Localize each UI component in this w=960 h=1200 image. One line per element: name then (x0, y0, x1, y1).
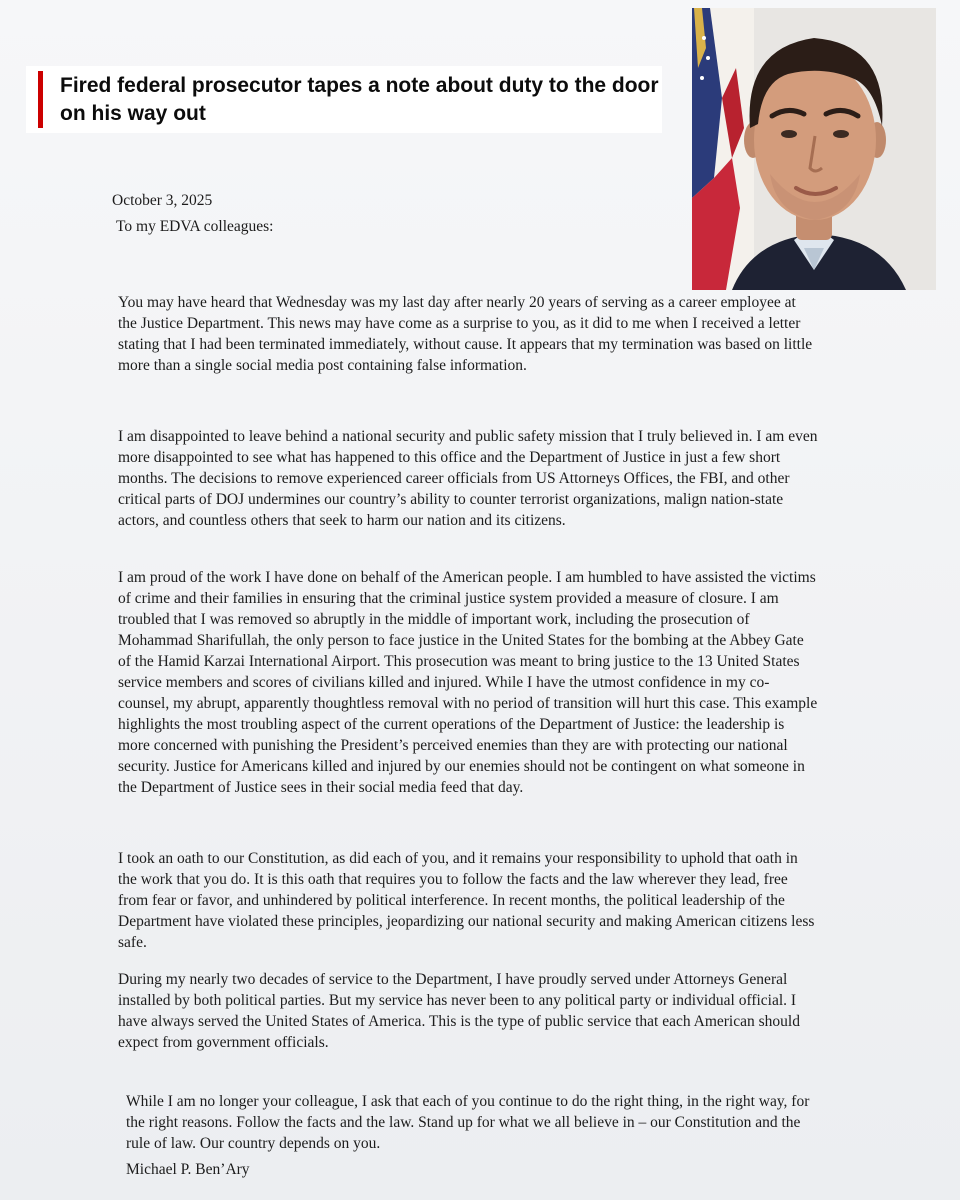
letter-paragraph: I am disappointed to leave behind a national security and public safety mission that I truly believed in. I am even more disappointed to see what has happened to this office and the Department of Justice in just a few short months. The decisions to remove experienced career officials from US Attorneys Offices, the FBI, and other critical parts of DOJ undermines our country’s ability to counter terrorist organizations, malign nation-state actors, and countless others that seek to harm our nation and its citizens. (118, 428, 818, 529)
flag-graphic (692, 8, 754, 290)
letter-greeting: To my EDVA colleagues: (116, 218, 274, 235)
letter-paragraph: You may have heard that Wednesday was my last day after nearly 20 years of serving as a career employee at the Justice Department. This news may have come as a surprise to you, as it did to me when I received a letter stating that I had been terminated immediately, without cause. It appears that my termination was based on little more than a single social media post containing false information. (118, 294, 813, 374)
portrait-photo (692, 8, 936, 290)
headline-accent-bar (38, 71, 43, 128)
letter-paragraph: I am proud of the work I have done on behalf of the American people. I am humbled to have assisted the victims of crime and their families in ensuring that the criminal justice system provided a measure of closure. I am troubled that I was removed so abruptly in the middle of important work, including the prosecution of Mohammad Sharifullah, the only person to face justice in the United States for the bombing at the Abbey Gate of the Hamid Karzai International Airport. This prosecution was meant to bring justice to the 13 United States service members and scores of civilians killed and injured. While I have the utmost confidence in my co-counsel, my abrupt, apparently thoughtless removal with no period of transition will hurt this case. This example highlights the most troubling aspect of the current operations of the Department of Justice: the leadership is more concerned with punishing the President’s perceived enemies than they are with protecting our national security. Justice for Americans killed and injured by our enemies should not be contingent on what someone in the Department of Justice sees in their social media feed that day. (118, 569, 818, 796)
letter-date: October 3, 2025 (112, 192, 213, 209)
letter-signature: Michael P. Ben’Ary (126, 1161, 250, 1178)
letter-paragraph: While I am no longer your colleague, I ask that each of you continue to do the right thing, in the right way, for the right reasons. Follow the facts and the law. Stand up for what we all believe in – our Constitution and the rule of law. Our country depends on you. (126, 1093, 810, 1152)
headline: Fired federal prosecutor tapes a note about duty to the door on his way out (60, 74, 659, 125)
portrait-photo-icon (692, 8, 936, 290)
letter-paragraph: During my nearly two decades of service to the Department, I have proudly served under Attorneys General installed by both political parties. But my service has never been to any political party or individual official. I have always served the United States of America. This is the type of public service that each American should expect from government officials. (118, 971, 800, 1051)
headline-card (26, 66, 662, 133)
letter-paragraph: I took an oath to our Constitution, as did each of you, and it remains your responsibility to uphold that oath in the work that you do. It is this oath that requires you to follow the facts and the law wherever they lead, free from fear or favor, and unhindered by political interference. In recent months, the political leadership of the Department have violated these principles, jeopardizing our national security and making American citizens less safe. (118, 850, 815, 951)
